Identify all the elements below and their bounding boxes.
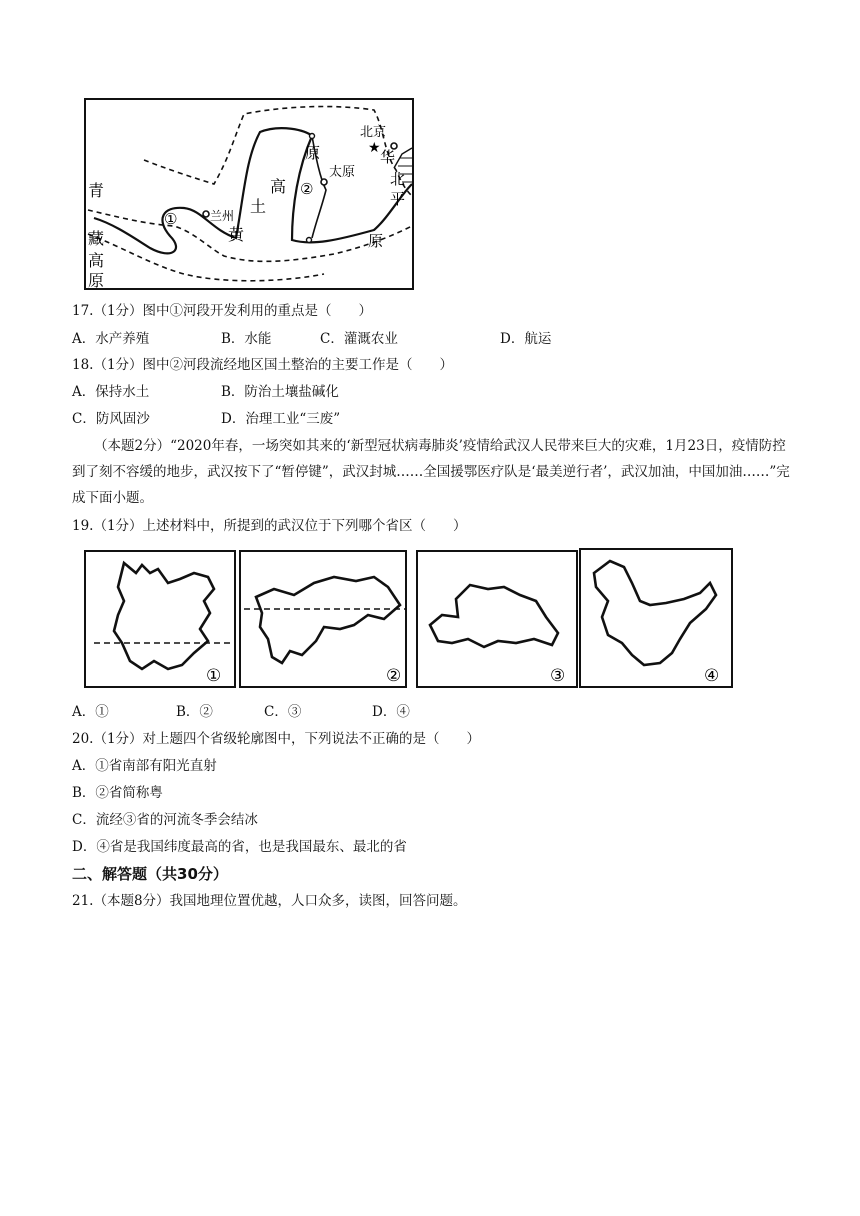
panel-label-3: ③ — [550, 666, 566, 686]
map-label-beijing: 北京 — [360, 125, 387, 140]
star-icon: ★ — [368, 140, 381, 156]
yellow-river-map — [84, 98, 414, 290]
map-label-taiyuan: 太原 — [329, 165, 356, 180]
taiyuan-marker — [321, 179, 327, 185]
q20-stem: 20.（1分）对上题四个省级轮廓图中，下列说法不正确的是（ ） — [72, 731, 481, 747]
map-label-bei: 北 — [390, 170, 406, 188]
q19-option-b[interactable]: B．② — [176, 704, 213, 720]
q17-stem: 17.（1分）图中①河段开发利用的重点是（ ） — [72, 303, 373, 319]
q19-option-a[interactable]: A．① — [72, 704, 109, 720]
q17-option-a[interactable]: A．水产养殖 — [72, 331, 150, 347]
q17-option-c[interactable]: C．灌溉农业 — [320, 331, 398, 347]
map-label-gao-loess: 高 — [270, 177, 287, 196]
province-outline-maps — [84, 543, 734, 689]
map-label-gao-qz: 高 — [88, 251, 105, 270]
q21-stem: 21.（本题8分）我国地理位置优越，人口众多，读图，回答问题。 — [72, 893, 467, 909]
panel-label-2: ② — [386, 666, 402, 686]
q18-option-d[interactable]: D．治理工业“三废” — [221, 411, 341, 427]
q19-option-d[interactable]: D．④ — [372, 704, 410, 720]
q19-option-c[interactable]: C．③ — [264, 704, 302, 720]
q17-option-b[interactable]: B．水能 — [221, 331, 272, 347]
q18-option-a[interactable]: A．保持水土 — [72, 384, 150, 400]
map-label-lanzhou: 兰州 — [210, 209, 235, 223]
river-point-bottom — [307, 238, 312, 243]
q20-option-b[interactable]: B．②省简称粤 — [72, 785, 163, 801]
lanzhou-marker — [203, 211, 209, 217]
map-label-circle1: ① — [164, 210, 178, 228]
q20-option-c[interactable]: C．流经③省的河流冬季会结冰 — [72, 812, 258, 828]
q19-stem: 19.（1分）上述材料中，所提到的武汉位于下列哪个省区（ ） — [72, 518, 467, 534]
map-label-ping: 平 — [390, 190, 406, 208]
map-label-huang: 黄 — [228, 225, 245, 244]
river-point-top — [310, 134, 315, 139]
map-label-yuan-bottom: 原 — [368, 232, 384, 250]
section-title: 二、解答题（共30分） — [72, 865, 228, 883]
map-label-yuan-qz: 原 — [88, 271, 105, 290]
q20-option-d[interactable]: D．④省是我国纬度最高的省，也是我国最东、最北的省 — [72, 839, 407, 855]
q18-option-c[interactable]: C．防风固沙 — [72, 411, 150, 427]
map-label-circle2: ② — [300, 180, 314, 198]
map-label-zang: 藏 — [88, 229, 105, 248]
q20-option-a[interactable]: A．①省南部有阳光直射 — [72, 758, 217, 774]
q18-stem: 18.（1分）图中②河段流经地区国土整治的主要工作是（ ） — [72, 357, 454, 373]
map-label-hua: 华 — [380, 148, 396, 166]
map-label-tu: 土 — [250, 197, 267, 216]
panel-label-1: ① — [206, 666, 222, 686]
material-paragraph — [72, 433, 792, 511]
panel-label-4: ④ — [704, 666, 720, 686]
map-label-yuan-top: 原 — [305, 144, 321, 162]
material-text: （本题2分）“2020年春，一场突如其来的‘新型冠状病毒肺炎’疫情给武汉人民带来巨大的灾难，1月23日，疫情防控到了刻不容缓的地步，武汉按下了“暂停键”，武汉封城……全国援鄂医疗队是‘最美逆行者’，武汉加油，中国加油……”完成下面小题。 — [72, 438, 790, 506]
map-label-qing: 青 — [88, 181, 105, 200]
q17-option-d[interactable]: D．航运 — [500, 331, 552, 347]
q18-option-b[interactable]: B．防治土壤盐碱化 — [221, 384, 339, 400]
